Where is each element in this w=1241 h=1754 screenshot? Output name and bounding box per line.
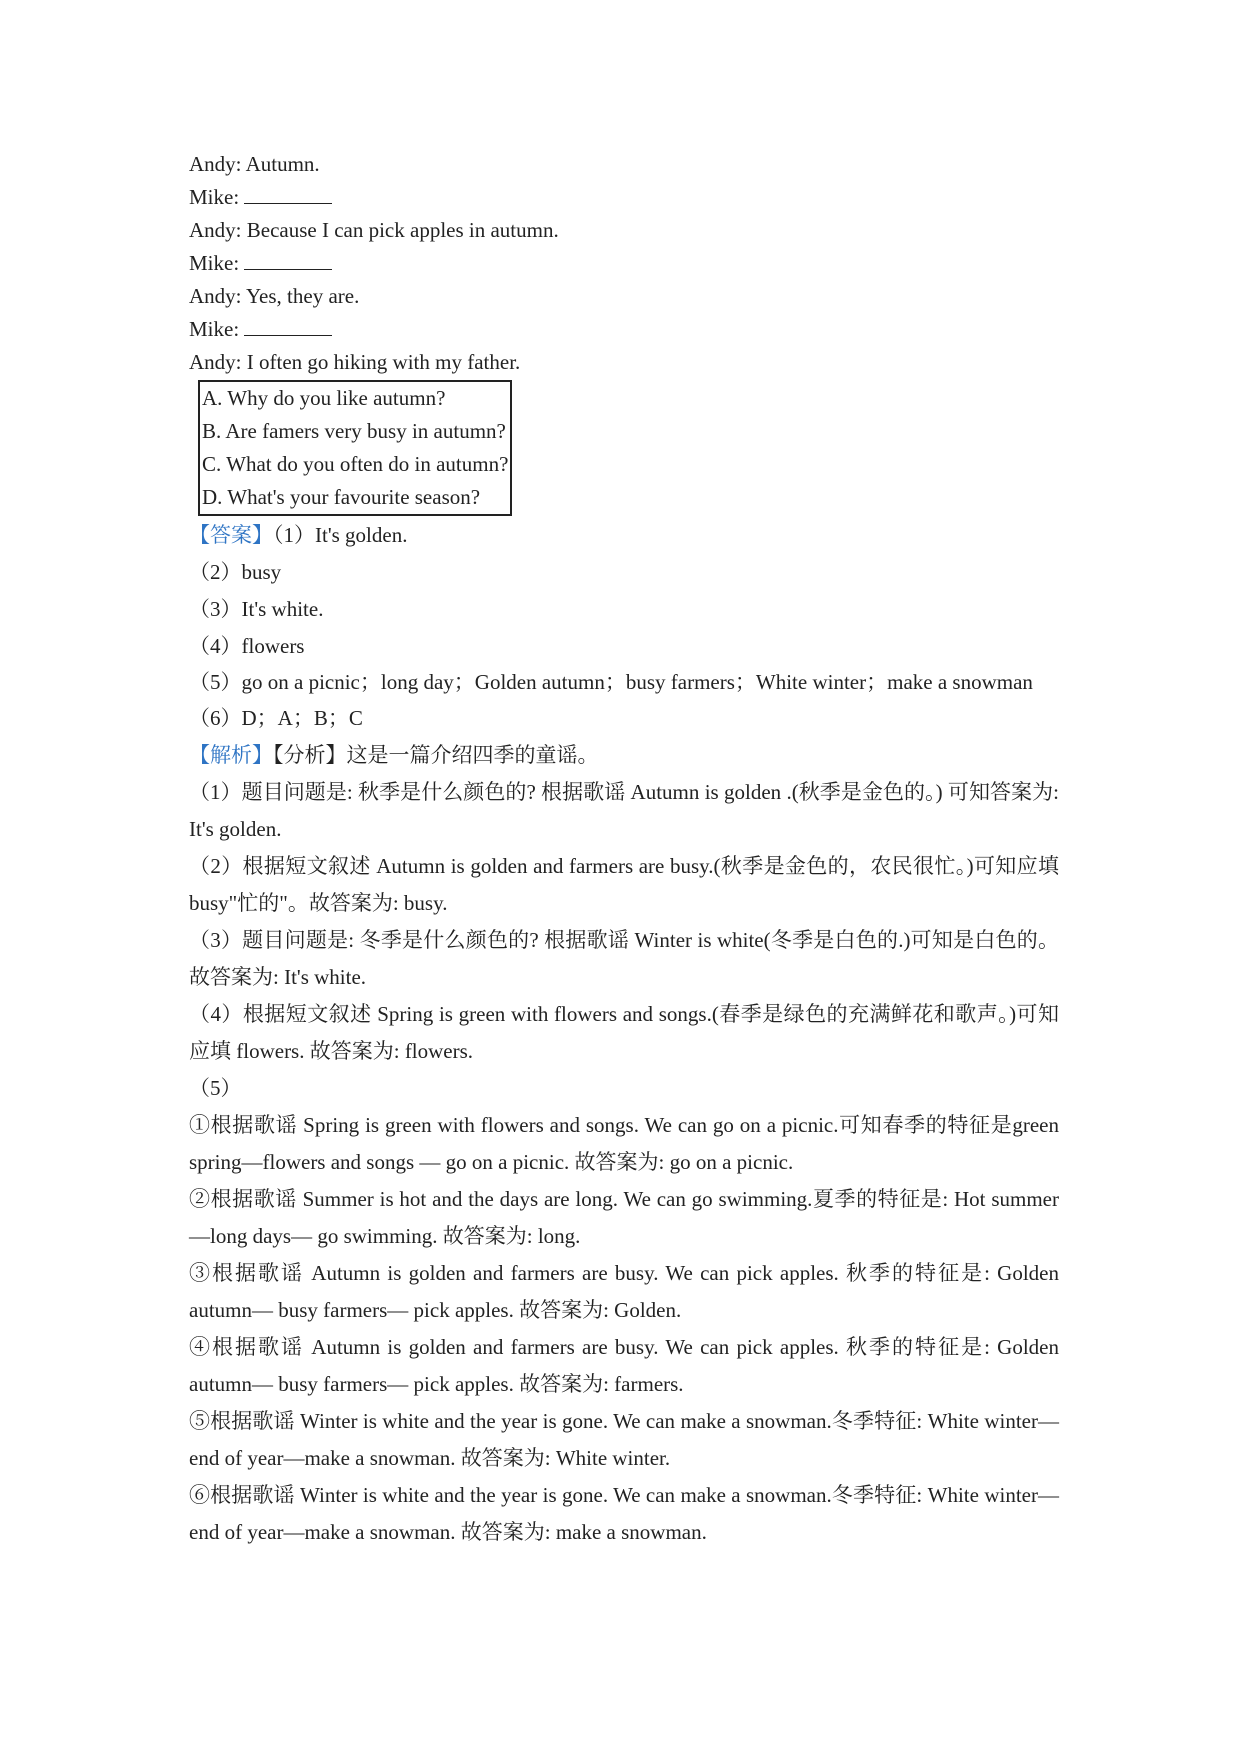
answer-item: （2）busy bbox=[189, 560, 282, 584]
line-text: I often go hiking with my father. bbox=[246, 350, 521, 374]
dialogue-line bbox=[189, 247, 1059, 280]
line-text: Yes, they are. bbox=[245, 284, 360, 308]
analysis-paragraph: （4）根据短文叙述 Spring is green with flowers and songs.(春季是绿色的充满鲜花和歌声。)可知应填 flowers. 故答案为: flowers. bbox=[189, 1002, 1059, 1063]
answer-item: （5）go on a picnic；long day；Golden autumn；busy farmers；White winter；make a snowman bbox=[189, 670, 1033, 694]
option-a: A. Why do you like autumn? bbox=[202, 386, 446, 410]
analysis-paragraph: （2）根据短文叙述 Autumn is golden and farmers are busy.(秋季是金色的，农民很忙。)可知应填 busy"忙的"。故答案为: busy. bbox=[189, 854, 1059, 915]
analysis-paragraph: （5） bbox=[189, 1076, 242, 1100]
analysis-heading bbox=[189, 737, 1059, 774]
analysis-tag: 【解析】 bbox=[189, 743, 273, 767]
speaker: Andy: bbox=[189, 284, 242, 308]
speaker: Andy: bbox=[189, 152, 242, 176]
analysis-paragraph: ①根据歌谣 Spring is green with flowers and songs. We can go on a picnic.可知春季的特征是green spring—flowers and songs — go on a picnic. 故答案为: go on a picnic. bbox=[189, 1113, 1059, 1174]
analysis-paragraph: ②根据歌谣 Summer is hot and the days are long. We can go swimming.夏季的特征是: Hot summer—long days— go swimming. 故答案为: long. bbox=[189, 1187, 1059, 1248]
dialogue bbox=[189, 148, 1059, 379]
answer-item: （6）D；A；B；C bbox=[189, 706, 363, 730]
dialogue-line bbox=[189, 214, 1059, 247]
speaker: Mike: bbox=[189, 317, 240, 341]
options-box bbox=[198, 380, 512, 516]
speaker: Mike: bbox=[189, 185, 240, 209]
dialogue-line bbox=[189, 313, 1059, 346]
dialogue-line bbox=[189, 346, 1059, 379]
analysis-intro: 【分析】这是一篇介绍四季的童谣。 bbox=[273, 743, 599, 767]
analysis-paragraph: ⑥根据歌谣 Winter is white and the year is gone. We can make a snowman.冬季特征: White winter—end of year—make a snowman. 故答案为: make a snowman. bbox=[189, 1483, 1059, 1544]
analysis-paragraph: ③根据歌谣 Autumn is golden and farmers are busy. We can pick apples. 秋季的特征是: Golden autumn— busy farmers— pick apples. 故答案为: Golden. bbox=[189, 1261, 1059, 1322]
answer-blank[interactable] bbox=[244, 247, 332, 270]
answer-text: （1）It's golden. bbox=[273, 523, 408, 547]
speaker: Andy: bbox=[189, 350, 242, 374]
speaker: Mike: bbox=[189, 251, 240, 275]
option-b: B. Are famers very busy in autumn? bbox=[202, 419, 506, 443]
analysis-paragraph: （3）题目问题是: 冬季是什么颜色的? 根据歌谣 Winter is white(冬季是白色的.)可知是白色的。故答案为: It's white. bbox=[189, 928, 1059, 989]
dialogue-line bbox=[189, 280, 1059, 313]
analysis-paragraph: ④根据歌谣 Autumn is golden and farmers are busy. We can pick apples. 秋季的特征是: Golden autumn— busy farmers— pick apples. 故答案为: farmers. bbox=[189, 1335, 1059, 1396]
answer-item bbox=[189, 517, 1059, 554]
answer-blank[interactable] bbox=[244, 313, 332, 336]
option-d: D. What's your favourite season? bbox=[202, 485, 481, 509]
option-c: C. What do you often do in autumn? bbox=[202, 452, 509, 476]
answer-blank[interactable] bbox=[244, 181, 332, 204]
answer-section bbox=[189, 517, 1059, 737]
line-text: Because I can pick apples in autumn. bbox=[246, 218, 559, 242]
speaker: Andy: bbox=[189, 218, 242, 242]
analysis-paragraph: （1）题目问题是: 秋季是什么颜色的? 根据歌谣 Autumn is golden .(秋季是金色的。) 可知答案为: It's golden. bbox=[189, 780, 1059, 841]
dialogue-line bbox=[189, 181, 1059, 214]
dialogue-line bbox=[189, 148, 1059, 181]
answer-item: （4）flowers bbox=[189, 634, 305, 658]
line-text: Autumn. bbox=[245, 152, 320, 176]
answer-tag: 【答案】 bbox=[189, 523, 273, 547]
answer-item: （3）It's white. bbox=[189, 597, 324, 621]
analysis-section bbox=[189, 737, 1059, 1551]
document-page bbox=[189, 148, 1059, 1551]
analysis-paragraph: ⑤根据歌谣 Winter is white and the year is gone. We can make a snowman.冬季特征: White winter—end of year—make a snowman. 故答案为: White winter. bbox=[189, 1409, 1059, 1470]
